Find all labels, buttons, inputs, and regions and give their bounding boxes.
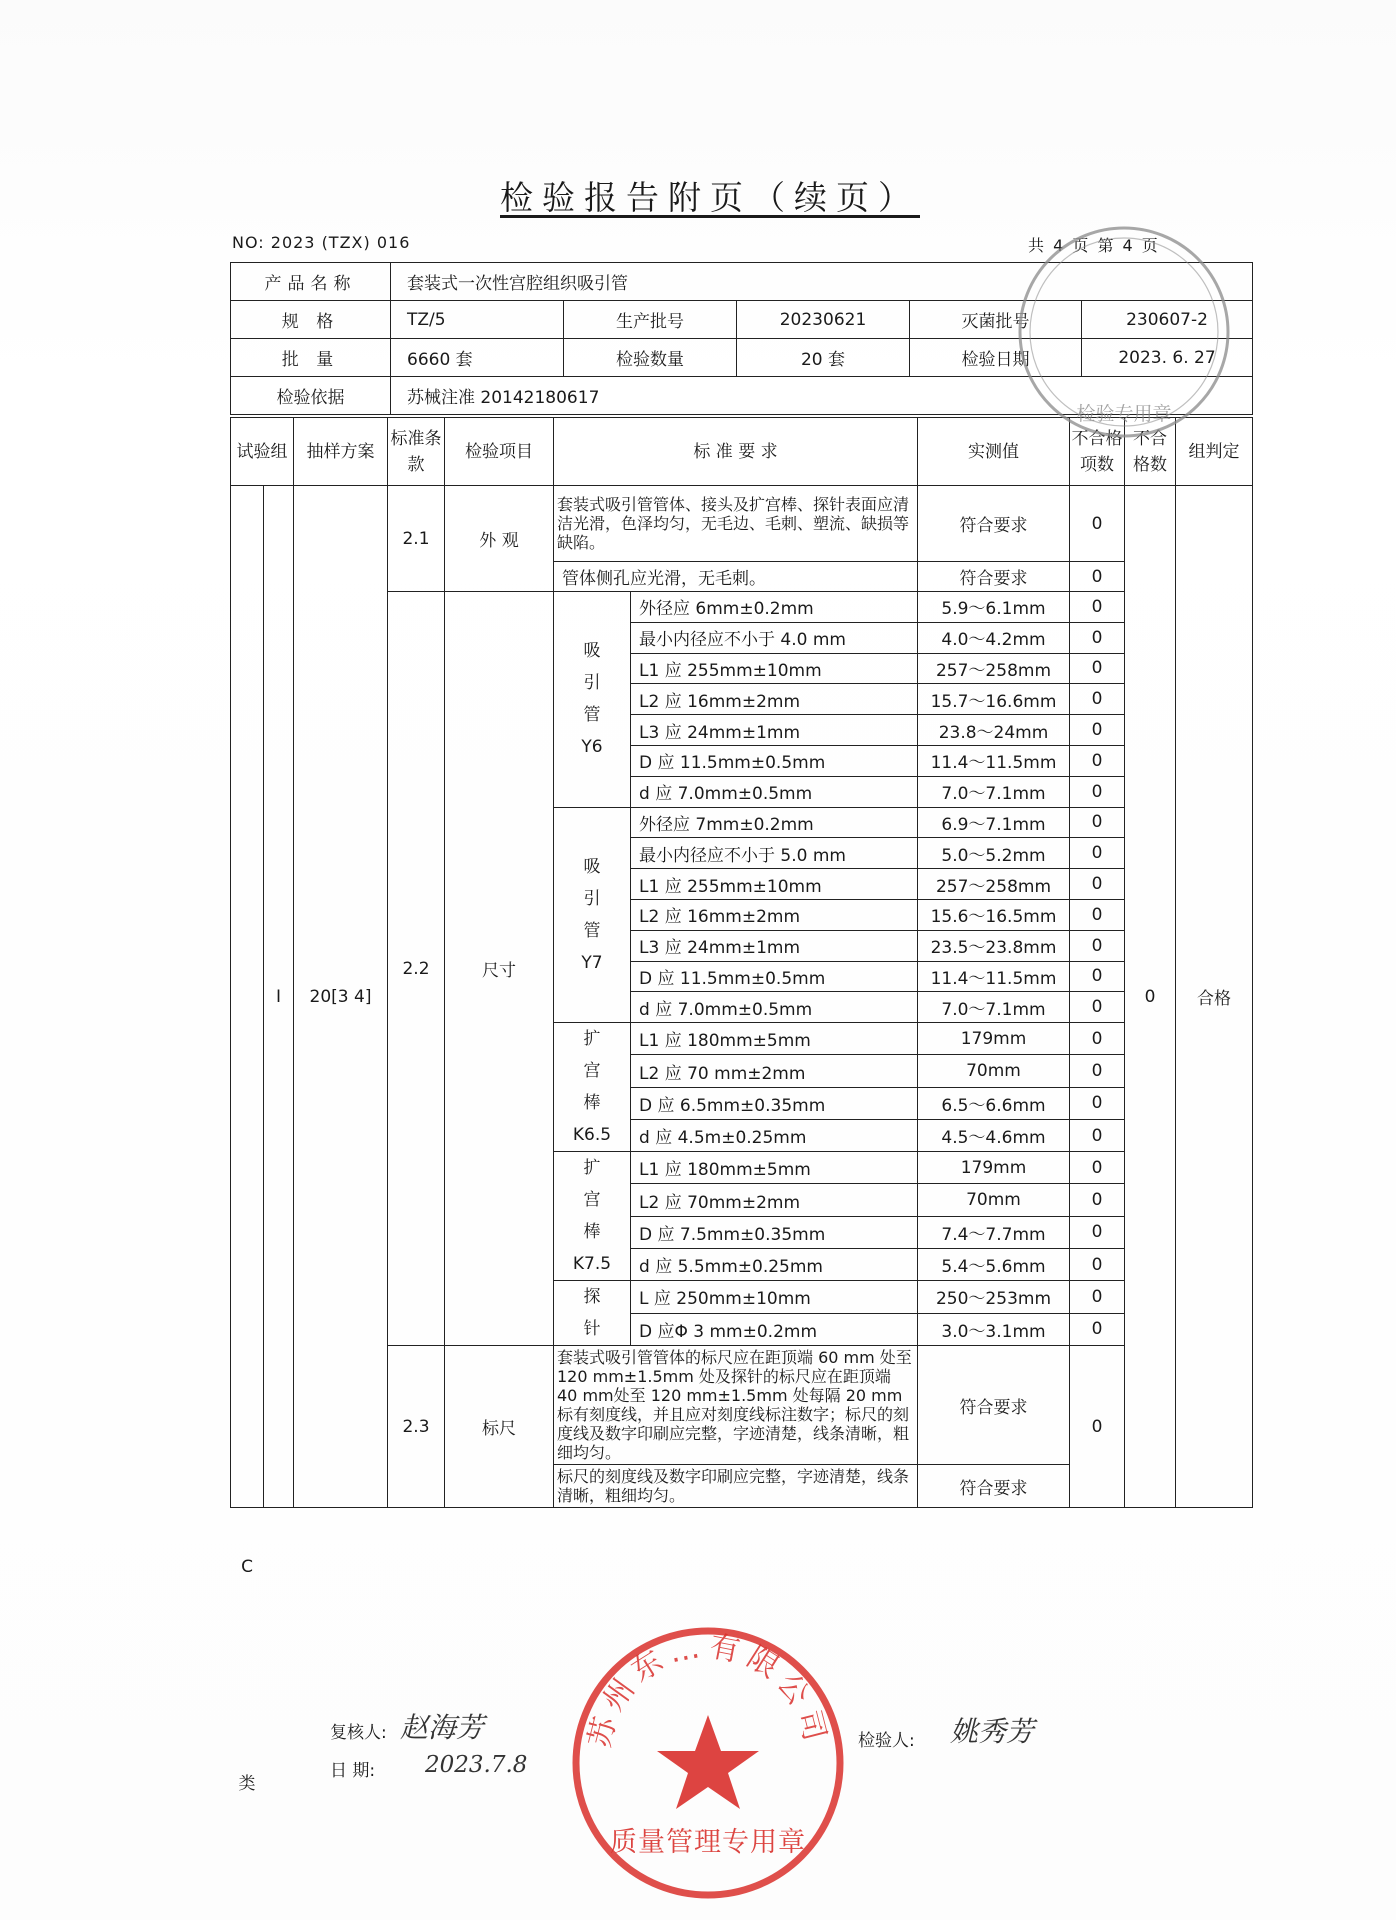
clause-scale: 2.3 [388, 1346, 445, 1508]
measured-value: 7.4～7.7mm [918, 1216, 1070, 1248]
header-fail-count: 不合格数 [1125, 418, 1176, 486]
req-text: 管体侧孔应光滑，无毛刺。 [554, 562, 918, 592]
measured-value: 4.5～4.6mm [918, 1119, 1070, 1151]
header-verdict: 组判定 [1176, 418, 1253, 486]
measured-value: 7.0～7.1mm [918, 992, 1070, 1023]
item-appearance: 外 观 [445, 486, 554, 592]
inspection-stamp [1012, 220, 1236, 444]
fail-items: 0 [1070, 562, 1125, 592]
measured-value: 70mm [918, 1055, 1070, 1087]
fail-count: 0 [1125, 486, 1176, 1508]
req-text: D 应 11.5mm±0.5mm [631, 961, 918, 992]
measured-value: 11.4～11.5mm [918, 961, 1070, 992]
measured-value: 250～253mm [918, 1281, 1070, 1314]
basis-label: 检验依据 [231, 377, 391, 415]
fail-items: 0 [1070, 1313, 1125, 1346]
req-text: D 应 11.5mm±0.5mm [631, 745, 918, 776]
measured-value: 23.8～24mm [918, 715, 1070, 746]
fail-items: 0 [1070, 930, 1125, 961]
fail-items: 0 [1070, 1152, 1125, 1184]
measured-value: 257～258mm [918, 653, 1070, 684]
req-text: d 应 4.5m±0.25mm [631, 1119, 918, 1151]
measured-value: 6.9～7.1mm [918, 807, 1070, 838]
fail-items: 0 [1070, 715, 1125, 746]
measured-value: 7.0～7.1mm [918, 776, 1070, 807]
inspector-signature: 姚秀芳 [950, 1715, 1035, 1748]
req-text: d 应 7.0mm±0.5mm [631, 992, 918, 1023]
req-text: D 应 7.5mm±0.35mm [631, 1216, 918, 1248]
group-class: 类 [238, 1773, 256, 1794]
req-text: L 应 250mm±10mm [631, 1281, 918, 1314]
measured-value: 179mm [918, 1023, 1070, 1055]
req-text: L1 应 255mm±10mm [631, 653, 918, 684]
req-text: L2 应 70mm±2mm [631, 1184, 918, 1216]
fail-items: 0 [1070, 745, 1125, 776]
measured-value: 15.6～16.5mm [918, 899, 1070, 930]
sample-qty-label: 检验数量 [564, 339, 737, 377]
measured-value: 6.5～6.6mm [918, 1087, 1070, 1119]
header-plan: 抽样方案 [294, 418, 388, 486]
req-text: d 应 5.5mm±0.25mm [631, 1248, 918, 1280]
measured-value: 符合要求 [918, 1346, 1070, 1465]
company-seal [568, 1623, 848, 1903]
req-text: 外径应 6mm±0.2mm [631, 592, 918, 623]
item-size: 尺寸 [445, 592, 554, 1346]
footer-date-label: 日 期: [330, 1761, 376, 1781]
measured-value: 5.0～5.2mm [918, 838, 1070, 869]
page-title: 检验报告附页（续页） [500, 178, 920, 217]
report-number: NO: 2023 (TZX) 016 [232, 233, 411, 252]
header-clause: 标准条款 [388, 418, 445, 486]
group-code-cell [231, 486, 264, 1794]
inspector-label: 检验人: [858, 1731, 915, 1751]
page-counter: 共 4 页 第 4 页 [1028, 236, 1160, 255]
seal-star-icon [657, 1715, 759, 1809]
measured-value: 11.4～11.5mm [918, 745, 1070, 776]
footer-date-value: 2023.7.8 [425, 1752, 528, 1778]
req-text: d 应 7.0mm±0.5mm [631, 776, 918, 807]
fail-items: 0 [1070, 869, 1125, 900]
fail-items: 0 [1070, 486, 1125, 562]
req-text: L3 应 24mm±1mm [631, 930, 918, 961]
fail-items: 0 [1070, 961, 1125, 992]
measured-value: 4.0～4.2mm [918, 622, 1070, 653]
instrument-group-label: 扩 宫 棒 K7.5 [554, 1152, 631, 1281]
req-text: D 应Φ 3 mm±0.2mm [631, 1313, 918, 1346]
batch-no-label: 生产批号 [564, 301, 737, 339]
fail-items: 0 [1070, 1346, 1125, 1508]
measured-value: 70mm [918, 1184, 1070, 1216]
product-name: 套装式一次性宫腔组织吸引管 [391, 263, 1253, 301]
fail-items: 0 [1070, 1184, 1125, 1216]
fail-items: 0 [1070, 1055, 1125, 1087]
batch-no-value: 20230621 [737, 301, 910, 339]
measured-value: 257～258mm [918, 869, 1070, 900]
measured-value: 179mm [918, 1152, 1070, 1184]
fail-items: 0 [1070, 1023, 1125, 1055]
req-text: L1 应 255mm±10mm [631, 869, 918, 900]
sampling-plan: 20[3 4] [294, 486, 388, 1508]
fail-items: 0 [1070, 684, 1125, 715]
table-row [231, 486, 1253, 562]
lot-label: 批 量 [231, 339, 391, 377]
fail-items: 0 [1070, 1281, 1125, 1314]
req-text: L2 应 16mm±2mm [631, 684, 918, 715]
reviewer-label: 复核人: [330, 1723, 387, 1743]
measured-value: 5.4～5.6mm [918, 1248, 1070, 1280]
fail-items: 0 [1070, 1087, 1125, 1119]
req-text: L1 应 180mm±5mm [631, 1023, 918, 1055]
measured-value: 5.9～6.1mm [918, 592, 1070, 623]
req-text: 外径应 7mm±0.2mm [631, 807, 918, 838]
inspection-stamp-text: 检验专用章 [1076, 403, 1172, 425]
clause-appearance: 2.1 [388, 486, 445, 592]
reviewer-signature: 赵海芳 [400, 1711, 485, 1744]
group-roman: I [264, 486, 294, 1508]
fail-items: 0 [1070, 899, 1125, 930]
measured-value: 符合要求 [918, 562, 1070, 592]
fail-items: 0 [1070, 1248, 1125, 1280]
instrument-group-label: 探 针 [554, 1281, 631, 1346]
company-seal-text: 苏州东…有限公司 [582, 1629, 834, 1752]
req-text: 套装式吸引管管体、接头及扩宫棒、探针表面应清洁光滑，色泽均匀，无毛边、毛刺、塑流、缺损等缺陷。 [554, 486, 918, 562]
req-text: L1 应 180mm±5mm [631, 1152, 918, 1184]
measured-value: 15.7～16.6mm [918, 684, 1070, 715]
header-fail-items: 不合格项数 [1070, 418, 1125, 486]
fail-items: 0 [1070, 592, 1125, 623]
company-seal-subtext: 质量管理专用章 [610, 1827, 806, 1858]
spec-label: 规 格 [231, 301, 391, 339]
product-name-label: 产品名称 [231, 263, 391, 301]
measured-value: 符合要求 [918, 1465, 1070, 1508]
req-text: 套装式吸引管管体的标尺应在距顶端 60 mm 处至 120 mm±1.5mm 处及探针的标尺应在距顶端 40 mm处至 120 mm±1.5mm 处每隔 20 mm标有刻度线，并且应对刻度线标注数字；标尺的刻度线及数字印刷应完整，字迹清楚，线条清晰，粗细均匀。 [554, 1346, 918, 1465]
clause-size: 2.2 [388, 592, 445, 1346]
header-measured: 实测值 [918, 418, 1070, 486]
item-scale: 标尺 [445, 1346, 554, 1508]
fail-items: 0 [1070, 1119, 1125, 1151]
req-text: D 应 6.5mm±0.35mm [631, 1087, 918, 1119]
req-text: 最小内径应不小于 4.0 mm [631, 622, 918, 653]
measured-value: 3.0～3.1mm [918, 1313, 1070, 1346]
instrument-group-label: 吸 引 管 Y6 [554, 592, 631, 808]
instrument-group-label: 扩 宫 棒 K6.5 [554, 1023, 631, 1152]
group-verdict: 合格 [1176, 486, 1253, 1508]
header-item: 检验项目 [445, 418, 554, 486]
fail-items: 0 [1070, 838, 1125, 869]
lot-value: 6660 套 [391, 339, 564, 377]
header-group: 试验组 [231, 418, 294, 486]
req-text: L3 应 24mm±1mm [631, 715, 918, 746]
fail-items: 0 [1070, 653, 1125, 684]
group-code: C [241, 1556, 253, 1577]
basis-value: 苏械注准 20142180617 [391, 377, 1253, 415]
sterile-batch-label: 灭菌批号 [910, 301, 1082, 339]
fail-items: 0 [1070, 776, 1125, 807]
header-req: 标 准 要 求 [554, 418, 918, 486]
date-label: 检验日期 [910, 339, 1082, 377]
date-value: 2023. 6. 27 [1082, 339, 1253, 377]
sterile-batch-value: 230607-2 [1082, 301, 1253, 339]
fail-items: 0 [1070, 807, 1125, 838]
measured-value: 符合要求 [918, 486, 1070, 562]
req-text: L2 应 16mm±2mm [631, 899, 918, 930]
req-text: L2 应 70 mm±2mm [631, 1055, 918, 1087]
measured-value: 23.5～23.8mm [918, 930, 1070, 961]
spec-value: TZ/5 [391, 301, 564, 339]
req-text: 最小内径应不小于 5.0 mm [631, 838, 918, 869]
fail-items: 0 [1070, 992, 1125, 1023]
fail-items: 0 [1070, 622, 1125, 653]
req-text: 标尺的刻度线及数字印刷应完整，字迹清楚，线条清晰，粗细均匀。 [554, 1465, 918, 1508]
sample-qty-value: 20 套 [737, 339, 910, 377]
instrument-group-label: 吸 引 管 Y7 [554, 807, 631, 1023]
fail-items: 0 [1070, 1216, 1125, 1248]
